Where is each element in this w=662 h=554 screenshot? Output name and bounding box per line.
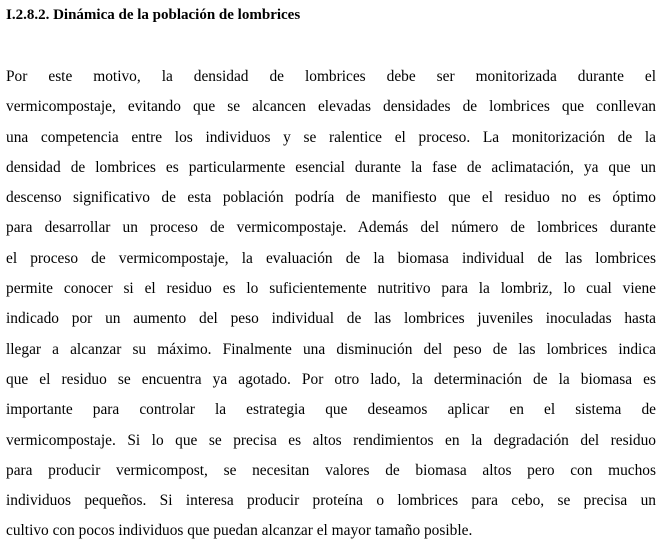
paragraph-line: cultivo con pocos individuos que puedan alcanzar el mayor tamaño posible. [6,522,473,540]
paragraph-line: que el residuo se encuentra ya agotado. Por otro lado, la determinación de la biomasa es [6,370,656,388]
paragraph-line: densidad de lombrices es particularmente esencial durante la fase de aclimatación, ya que un [6,158,656,176]
section-heading: I.2.8.2. Dinámica de la población de lombrices [6,7,301,23]
paragraph-line: una competencia entre los individuos y se ralentice el proceso. La monitorización de la [6,128,656,146]
paragraph-line: Por este motivo, la densidad de lombrices debe ser monitorizada durante el [6,68,656,85]
paragraph-line: llegar a alcanzar su máximo. Finalmente una disminución del peso de las lombrices indica [6,340,656,358]
paragraph-line: importante para controlar la estrategia que deseamos aplicar en el sistema de [6,401,656,419]
paragraph-line: vermicompostaje, evitando que se alcancen elevadas densidades de lombrices que conllevan [6,98,656,116]
paragraph-line: vermicompostaje. Si lo que se precisa es altos rendimientos en la degradación del residuo [6,431,656,449]
body-paragraph [6,62,656,547]
paragraph-line: individuos pequeños. Si interesa producir proteína o lombrices para cebo, se precisa un [6,492,656,510]
paragraph-line: para producir vermicompost, se necesitan valores de biomasa altos pero con muchos [6,461,656,479]
paragraph-line: descenso significativo de esta población podría de manifiesto que el residuo no es óptimo [6,189,656,207]
paragraph-line: el proceso de vermicompostaje, la evaluación de la biomasa individual de las lombrices [6,249,656,267]
paragraph-line: permite conocer si el residuo es lo suficientemente nutritivo para la lombriz, lo cual viene [6,280,656,298]
paragraph-line: para desarrollar un proceso de vermicompostaje. Además del número de lombrices durante [6,219,656,237]
paragraph-line: indicado por un aumento del peso individual de las lombrices juveniles inoculadas hasta [6,310,656,328]
